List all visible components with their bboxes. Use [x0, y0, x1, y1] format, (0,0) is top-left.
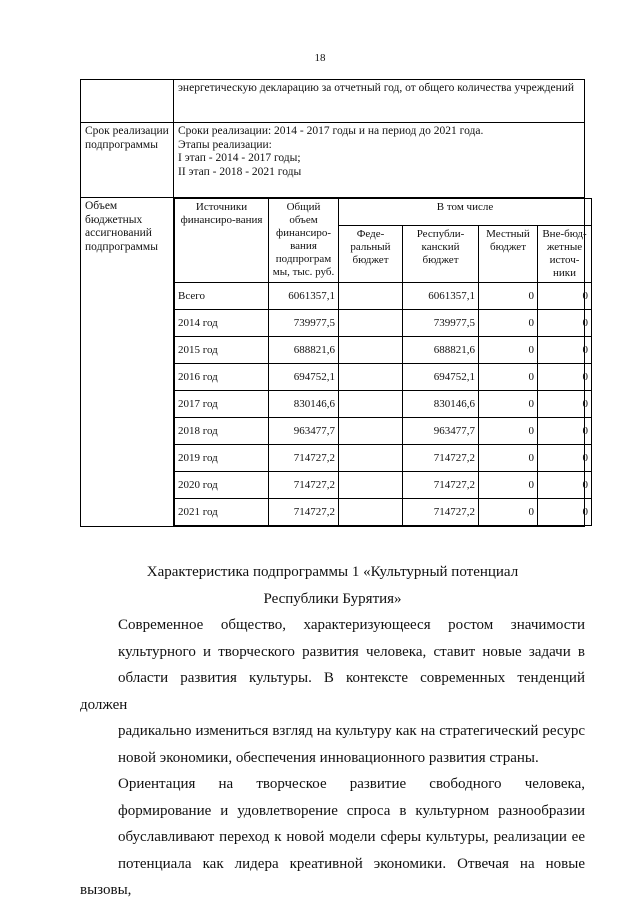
budget-cell-total: 694752,1: [269, 364, 339, 391]
budget-cell-total: 6061357,1: [269, 283, 339, 310]
budget-cell-source: Всего: [175, 283, 269, 310]
budget-cell-total: 830146,6: [269, 391, 339, 418]
budget-row: [175, 391, 592, 418]
budget-cell-offbudget: 0: [538, 445, 592, 472]
page-number: 18: [314, 52, 326, 64]
budget-cell-federal: [339, 310, 403, 337]
terms-line: Сроки реализации: 2014 - 2017 годы и на период до 2021 года.: [178, 125, 484, 137]
paragraph-line: культурного и творческого развития человека, ставит новые задачи в: [118, 643, 585, 660]
paragraph-line: формирование и удовлетворение спроса в культурном разнообразии: [118, 802, 585, 819]
budget-cell-offbudget: 0: [538, 418, 592, 445]
budget-row: [175, 445, 592, 472]
budget-header-row: [175, 199, 592, 226]
section-title-line: Республики Бурятия»: [263, 590, 402, 607]
paragraph-1: [80, 612, 585, 771]
budget-cell-republic: 714727,2: [403, 499, 479, 526]
budget-cell-local: 0: [479, 337, 538, 364]
budget-cell-total: 739977,5: [269, 310, 339, 337]
budget-cell-source: 2016 год: [175, 364, 269, 391]
budget-cell-local: 0: [479, 418, 538, 445]
paragraph-line: радикально измениться взгляд на культуру как на стратегический ресурс: [118, 723, 585, 739]
budget-cell-federal: [339, 499, 403, 526]
paragraph-line: обуславливают переход к новой модели сферы культуры, реализации ее: [118, 829, 585, 845]
header-sources: Источники финансиро-вания: [175, 199, 269, 283]
terms-line: Этапы реализации:: [178, 138, 272, 151]
budget-cell-source: 2017 год: [175, 391, 269, 418]
section-body: [80, 559, 585, 904]
header-republic: Республи-канский бюджет: [403, 226, 479, 283]
budget-cell-republic: 688821,6: [403, 337, 479, 364]
budget-cell-federal: [339, 445, 403, 472]
budget-cell-republic: 694752,1: [403, 364, 479, 391]
budget-row: [175, 472, 592, 499]
budget-cell-source: 2014 год: [175, 310, 269, 337]
terms-line: I этап - 2014 - 2017 годы;: [178, 152, 301, 164]
header-including: В том числе: [339, 199, 592, 226]
budget-cell-republic: 963477,7: [403, 418, 479, 445]
paragraph-line: потенциала как лидера креативной экономики. Отвечая на новые вызовы,: [80, 855, 585, 898]
header-federal: Феде-ральный бюджет: [339, 226, 403, 283]
terms-line: II этап - 2018 - 2021 годы: [178, 165, 302, 178]
budget-cell-local: 0: [479, 310, 538, 337]
budget-cell-local: 0: [479, 391, 538, 418]
budget-cell-federal: [339, 337, 403, 364]
budget-cell-federal: [339, 418, 403, 445]
header-local: Местный бюджет: [479, 226, 538, 283]
budget-cell-local: 0: [479, 472, 538, 499]
budget-cell-offbudget: 0: [538, 337, 592, 364]
empty-label-cell: [81, 80, 174, 123]
terms-cell: [174, 123, 585, 198]
budget-label: Объем бюджетных ассигнований подпрограммы: [81, 198, 174, 527]
budget-cell-republic: 714727,2: [403, 445, 479, 472]
budget-cell-total: 714727,2: [269, 445, 339, 472]
subprogram-passport-table: [80, 79, 588, 527]
header-total: Общий объем финансиро-вания подпрограм мы, тыс. руб.: [269, 199, 339, 283]
table-row: [81, 198, 585, 527]
paragraph-2: [80, 771, 585, 904]
section-title-line: Характеристика подпрограммы 1 «Культурный потенциал: [146, 564, 519, 580]
paragraph-line: Ориентация на творческое развитие свободного человека,: [118, 776, 585, 792]
budget-cell-offbudget: 0: [538, 310, 592, 337]
budget-row: [175, 310, 592, 337]
budget-cell-offbudget: 0: [538, 364, 592, 391]
budget-cell-local: 0: [479, 364, 538, 391]
budget-cell-source: 2020 год: [175, 472, 269, 499]
budget-cell-federal: [339, 283, 403, 310]
budget-cell-republic: 739977,5: [403, 310, 479, 337]
budget-cell-offbudget: 0: [538, 499, 592, 526]
budget-cell-federal: [339, 391, 403, 418]
budget-cell-source: 2019 год: [175, 445, 269, 472]
budget-cell-local: 0: [479, 283, 538, 310]
budget-cell-republic: 714727,2: [403, 472, 479, 499]
budget-row: [175, 364, 592, 391]
terms-label: Срок реализации подпрограммы: [81, 123, 174, 198]
paragraph-line: области развития культуры. В контексте современных тенденций должен: [80, 670, 585, 713]
budget-cell-offbudget: 0: [538, 283, 592, 310]
budget-cell-total: 714727,2: [269, 499, 339, 526]
paragraph-line: Современное общество, характеризующееся ростом значимости: [118, 617, 585, 633]
budget-table: [174, 198, 592, 526]
paragraph-line: новой экономики, обеспечения инновационного развития страны.: [118, 749, 539, 766]
table-row: [81, 123, 585, 198]
section-title: [80, 559, 585, 612]
budget-cell-local: 0: [479, 499, 538, 526]
budget-cell-source: 2018 год: [175, 418, 269, 445]
budget-cell-federal: [339, 364, 403, 391]
header-offbudget: Вне-бюд-жетные источ-ники: [538, 226, 592, 283]
budget-cell-source: 2021 год: [175, 499, 269, 526]
budget-cell-total: 714727,2: [269, 472, 339, 499]
budget-row: [175, 499, 592, 526]
budget-cell-republic: 6061357,1: [403, 283, 479, 310]
budget-cell-offbudget: 0: [538, 391, 592, 418]
budget-cell-offbudget: 0: [538, 472, 592, 499]
budget-row: [175, 418, 592, 445]
budget-cell-source: 2015 год: [175, 337, 269, 364]
budget-row: [175, 283, 592, 310]
budget-cell-local: 0: [479, 445, 538, 472]
budget-cell-total: 688821,6: [269, 337, 339, 364]
budget-cell-federal: [339, 472, 403, 499]
table-row: [81, 80, 585, 123]
budget-cell: [174, 198, 588, 527]
budget-row: [175, 337, 592, 364]
budget-cell-republic: 830146,6: [403, 391, 479, 418]
energy-text: энергетическую декларацию за отчетный год, от общего количества учреждений: [174, 80, 585, 123]
budget-cell-total: 963477,7: [269, 418, 339, 445]
